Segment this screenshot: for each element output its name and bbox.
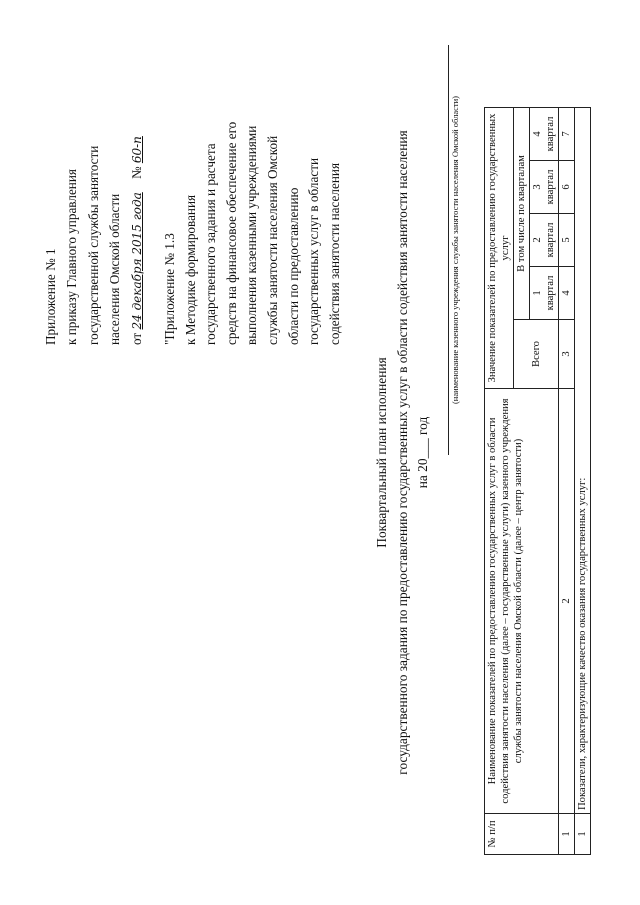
annex-header [40, 25, 148, 345]
row-section-title: Показатели, характеризующие качество оказания государственных услуг: [575, 108, 591, 814]
annex-line: к приказу Главного управления [64, 169, 80, 345]
methodology-line: выполнения казенными учреждениями [244, 125, 260, 345]
methodology-line: государственного задания и расчета [203, 143, 219, 345]
index-cell: 6 [559, 161, 575, 214]
title-line: Поквартальный план исполнения [374, 357, 389, 548]
document-title [372, 0, 434, 905]
header-value: Значение показателей по предоставлению государственных услуг [485, 108, 514, 389]
methodology-line: средств на финансовое обеспечение его [223, 121, 239, 345]
methodology-line: "Приложение № 1.3 [162, 233, 177, 345]
from-label: от [128, 332, 144, 345]
header-num: № п/п [485, 814, 559, 855]
institution-name-caption: (наименование казенного учреждения службы занятости населения Омской области) [450, 95, 460, 405]
annex-date-line [126, 25, 148, 345]
header-quarters: В том числе по кварталам [514, 108, 530, 320]
methodology-reference [160, 15, 345, 345]
header-quarter: 2 квартал [530, 214, 559, 267]
title-year-line: на 20___ год [415, 416, 430, 489]
index-cell: 7 [559, 108, 575, 161]
header-indicator-name: Наименование показателей по предоставлению государственных услуг в области содействия занятости населения (далее – государственные услуги) казенного учреждения службы занятости населения Омской области (далее – центр занятости) [485, 389, 559, 814]
header-quarter: 1 квартал [530, 267, 559, 320]
row-num: 1 [575, 814, 591, 855]
methodology-line: службы занятости населения Омской [264, 135, 280, 345]
index-cell: 3 [559, 320, 575, 389]
index-cell: 4 [559, 267, 575, 320]
number-label: № [128, 166, 144, 180]
title-line: государственного задания по предоставлению государственных услуг в области содействия занятости населения [394, 130, 410, 775]
plan-table [484, 107, 591, 855]
methodology-line: содействия занятости населения [326, 162, 342, 345]
methodology-line: к Методике формирования [182, 194, 198, 345]
handwritten-number: 60-п [129, 136, 144, 164]
table-row [575, 108, 591, 855]
index-cell: 5 [559, 214, 575, 267]
methodology-line: государственных услуг в области [306, 157, 322, 345]
handwritten-date: 24 декабря 2015 года [129, 192, 144, 330]
methodology-line: области по предоставлению [285, 187, 301, 345]
institution-name-line [448, 45, 449, 455]
header-quarter: 3 квартал [530, 161, 559, 214]
header-total: Всего [514, 320, 559, 389]
annex-line: населения Омской области [107, 193, 123, 345]
header-quarter: 4 квартал [530, 108, 559, 161]
index-cell: 2 [559, 389, 575, 814]
index-cell: 1 [559, 814, 575, 855]
annex-line: государственной службы занятости [85, 145, 101, 345]
column-index-row [559, 108, 575, 855]
annex-title: Приложение № 1 [43, 248, 58, 345]
